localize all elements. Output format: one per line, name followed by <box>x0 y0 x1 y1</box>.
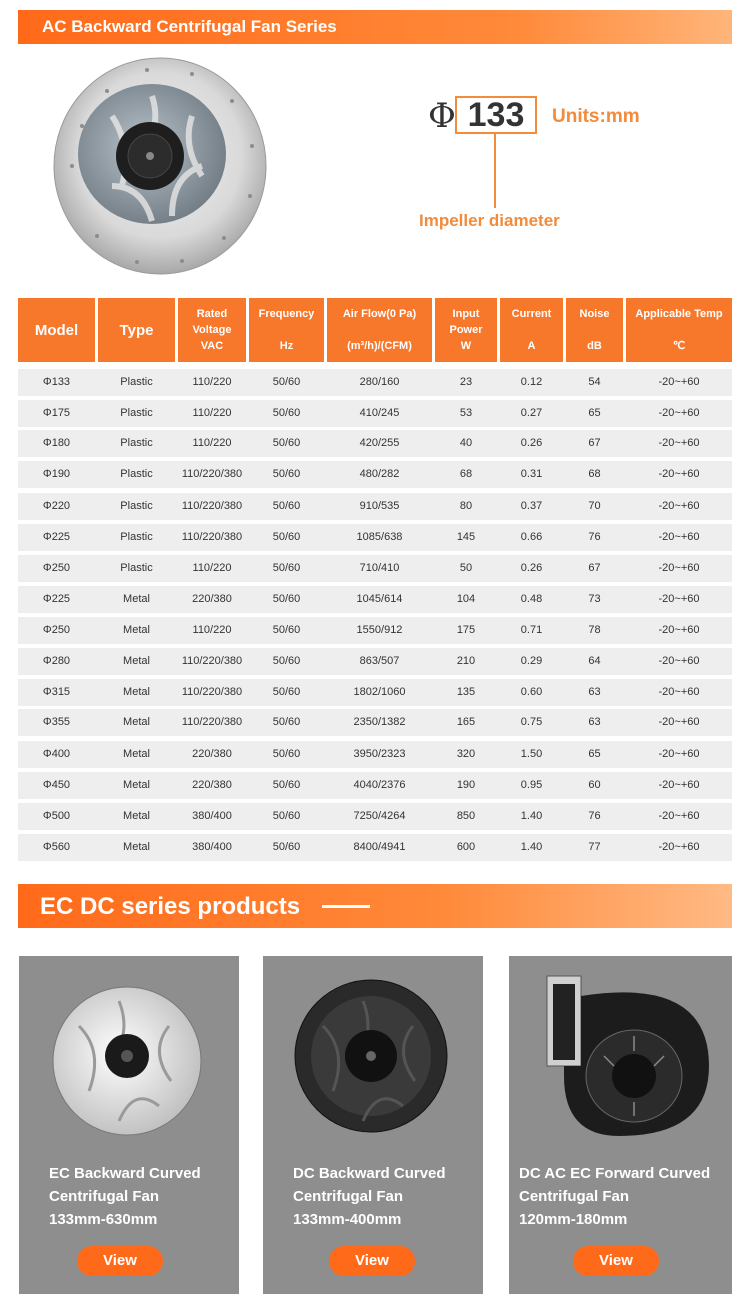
cell-type: Metal <box>123 841 150 853</box>
cell-power: 320 <box>456 748 476 760</box>
cell-frequency: 50/60 <box>272 500 301 512</box>
cell-voltage: 110/220/380 <box>181 531 243 543</box>
cell-noise: 67 <box>588 562 601 574</box>
cell-current: 0.37 <box>520 500 543 512</box>
table-row <box>18 555 732 582</box>
table-row <box>18 369 732 396</box>
header-line: ℃ <box>672 340 686 352</box>
ec-backward-fan-image <box>19 956 239 1146</box>
table-row <box>18 493 732 520</box>
header-type <box>98 298 175 362</box>
callout-line <box>494 134 496 208</box>
header-current <box>500 298 563 362</box>
cell-current: 0.29 <box>520 655 543 667</box>
table-row <box>18 709 732 736</box>
cell-model: Φ560 <box>42 841 71 853</box>
cell-noise: 68 <box>588 468 601 480</box>
product-card-dc-backward[interactable] <box>263 956 483 1294</box>
header-line: A <box>527 340 536 352</box>
cell-model: Φ355 <box>42 716 71 728</box>
cell-voltage: 220/380 <box>192 779 232 791</box>
cell-noise: 64 <box>588 655 601 667</box>
table-row <box>18 400 732 427</box>
cell-type: Plastic <box>120 500 153 512</box>
header-line: Power <box>449 324 483 336</box>
spec-table-header <box>18 298 732 362</box>
header-line <box>259 322 315 338</box>
header-line: Rated <box>196 308 228 320</box>
header-line: Air Flow(0 Pa) <box>342 308 417 320</box>
header-airflow <box>327 298 432 362</box>
cell-power: 40 <box>459 437 473 449</box>
header-line: Type <box>119 321 154 339</box>
cell-temp: -20~+60 <box>658 468 700 480</box>
cell-temp: -20~+60 <box>658 810 700 822</box>
table-row <box>18 834 732 861</box>
cell-model: Φ175 <box>42 407 71 419</box>
cell-airflow: 1045/614 <box>356 593 403 605</box>
phi-symbol: Φ <box>428 96 456 136</box>
cell-airflow: 863/507 <box>359 655 400 667</box>
view-button[interactable]: View <box>77 1246 163 1276</box>
header-line: VAC <box>200 340 224 352</box>
cell-current: 0.75 <box>520 716 543 728</box>
header-frequency <box>249 298 324 362</box>
header-line: dB <box>587 340 602 352</box>
product-card-ec-backward[interactable] <box>19 956 239 1294</box>
cell-frequency: 50/60 <box>272 841 301 853</box>
cell-frequency: 50/60 <box>272 686 301 698</box>
product-name-line: Centrifugal Fan <box>49 1188 160 1205</box>
ec-dc-title: EC DC series products <box>40 893 301 920</box>
cell-type: Plastic <box>120 468 153 480</box>
cell-frequency: 50/60 <box>272 810 301 822</box>
header-model <box>18 298 95 362</box>
cell-model: Φ133 <box>42 376 71 388</box>
cell-frequency: 50/60 <box>272 376 301 388</box>
cell-voltage: 110/220 <box>192 437 232 449</box>
cell-type: Plastic <box>120 531 153 543</box>
product-size-range: 133mm-400mm <box>293 1211 402 1228</box>
header-line: (m³/h)/(CFM) <box>347 340 412 352</box>
cell-noise: 65 <box>588 748 601 760</box>
table-row <box>18 648 732 675</box>
cell-power: 850 <box>456 810 476 822</box>
cell-airflow: 1802/1060 <box>353 686 406 698</box>
cell-noise: 77 <box>588 841 601 853</box>
cell-type: Metal <box>123 686 150 698</box>
table-row <box>18 617 732 644</box>
cell-current: 0.95 <box>520 779 543 791</box>
cell-frequency: 50/60 <box>272 716 301 728</box>
cell-noise: 63 <box>588 686 601 698</box>
cell-current: 0.26 <box>520 437 543 449</box>
header-voltage <box>178 298 246 362</box>
cell-power: 68 <box>459 468 473 480</box>
product-size-range: 120mm-180mm <box>519 1211 628 1228</box>
cell-airflow: 1550/912 <box>356 624 403 636</box>
cell-frequency: 50/60 <box>272 468 301 480</box>
header-line <box>635 322 722 338</box>
view-button[interactable]: View <box>573 1246 659 1276</box>
cell-temp: -20~+60 <box>658 655 700 667</box>
forward-curved-blower-image <box>509 956 732 1146</box>
header-line <box>580 322 610 338</box>
cell-frequency: 50/60 <box>272 562 301 574</box>
cell-voltage: 110/220/380 <box>181 500 243 512</box>
cell-airflow: 420/255 <box>359 437 400 449</box>
cell-type: Metal <box>123 655 150 667</box>
cell-current: 0.27 <box>520 407 543 419</box>
product-name-line: Centrifugal Fan <box>519 1188 630 1205</box>
cell-voltage: 220/380 <box>192 593 232 605</box>
header-line: Frequency <box>258 308 315 320</box>
cell-current: 0.12 <box>520 376 543 388</box>
product-card-forward-curved[interactable] <box>509 956 732 1294</box>
cell-type: Metal <box>123 748 150 760</box>
header-temp <box>626 298 732 362</box>
cell-temp: -20~+60 <box>658 562 700 574</box>
cell-power: 210 <box>456 655 476 667</box>
cell-noise: 65 <box>588 407 601 419</box>
cell-type: Plastic <box>120 376 153 388</box>
cell-temp: -20~+60 <box>658 779 700 791</box>
header-line: Current <box>511 308 552 320</box>
cell-frequency: 50/60 <box>272 748 301 760</box>
cell-power: 80 <box>459 500 473 512</box>
cell-model: Φ225 <box>42 593 71 605</box>
cell-voltage: 380/400 <box>192 841 232 853</box>
cell-current: 1.40 <box>520 841 543 853</box>
cell-airflow: 2350/1382 <box>353 716 406 728</box>
cell-temp: -20~+60 <box>658 686 700 698</box>
cell-model: Φ220 <box>42 500 71 512</box>
cell-voltage: 110/220 <box>192 376 232 388</box>
cell-frequency: 50/60 <box>272 624 301 636</box>
product-size-range: 133mm-630mm <box>49 1211 158 1228</box>
series-header-banner <box>18 10 732 44</box>
cell-model: Φ250 <box>42 562 71 574</box>
cell-noise: 60 <box>588 779 601 791</box>
cell-voltage: 220/380 <box>192 748 232 760</box>
cell-airflow: 910/535 <box>359 500 400 512</box>
table-row <box>18 803 732 830</box>
cell-power: 165 <box>456 716 476 728</box>
header-line <box>512 322 552 338</box>
table-row <box>18 679 732 706</box>
cell-type: Metal <box>123 810 150 822</box>
cell-type: Plastic <box>120 407 153 419</box>
cell-noise: 63 <box>588 716 601 728</box>
units-label: Units:mm <box>552 106 640 127</box>
header-power <box>435 298 497 362</box>
cell-voltage: 110/220/380 <box>181 468 243 480</box>
diameter-value: 133 <box>455 96 537 134</box>
header-line: Applicable Temp <box>635 308 723 320</box>
cell-voltage: 110/220 <box>192 624 232 636</box>
cell-airflow: 8400/4941 <box>353 841 406 853</box>
cell-frequency: 50/60 <box>272 531 301 543</box>
cell-current: 0.60 <box>520 686 543 698</box>
cell-airflow: 4040/2376 <box>353 779 406 791</box>
cell-model: Φ315 <box>42 686 71 698</box>
cell-airflow: 280/160 <box>359 376 400 388</box>
cell-temp: -20~+60 <box>658 376 700 388</box>
table-row <box>18 772 732 799</box>
cell-temp: -20~+60 <box>658 593 700 605</box>
header-line: Model <box>34 321 79 339</box>
cell-current: 0.31 <box>520 468 543 480</box>
cell-airflow: 1085/638 <box>356 531 403 543</box>
product-name-line: DC Backward Curved <box>293 1165 446 1182</box>
cell-power: 104 <box>456 593 476 605</box>
cell-model: Φ280 <box>42 655 71 667</box>
cell-temp: -20~+60 <box>658 407 700 419</box>
cell-temp: -20~+60 <box>658 748 700 760</box>
cell-type: Metal <box>123 593 150 605</box>
product-name <box>293 1162 493 1231</box>
cell-model: Φ250 <box>42 624 71 636</box>
product-name <box>519 1162 729 1231</box>
cell-type: Plastic <box>120 562 153 574</box>
cell-current: 0.26 <box>520 562 543 574</box>
header-line: W <box>460 340 472 352</box>
cell-model: Φ190 <box>42 468 71 480</box>
cell-frequency: 50/60 <box>272 407 301 419</box>
cell-model: Φ400 <box>42 748 71 760</box>
cell-model: Φ225 <box>42 531 71 543</box>
cell-noise: 73 <box>588 593 601 605</box>
cell-model: Φ180 <box>42 437 71 449</box>
cell-model: Φ500 <box>42 810 71 822</box>
cell-temp: -20~+60 <box>658 437 700 449</box>
cell-noise: 70 <box>588 500 601 512</box>
cell-noise: 76 <box>588 531 601 543</box>
cell-power: 600 <box>456 841 476 853</box>
cell-current: 1.40 <box>520 810 543 822</box>
cell-voltage: 380/400 <box>192 810 232 822</box>
cell-model: Φ450 <box>42 779 71 791</box>
cell-current: 1.50 <box>520 748 543 760</box>
cell-power: 175 <box>456 624 476 636</box>
product-name-line: DC AC EC Forward Curved <box>519 1165 711 1182</box>
cell-airflow: 3950/2323 <box>353 748 406 760</box>
cell-frequency: 50/60 <box>272 779 301 791</box>
cell-voltage: 110/220 <box>192 407 232 419</box>
header-line: Hz <box>279 340 294 352</box>
cell-airflow: 410/245 <box>359 407 400 419</box>
cell-power: 50 <box>459 562 473 574</box>
product-name-line: Centrifugal Fan <box>293 1188 404 1205</box>
cell-noise: 78 <box>588 624 601 636</box>
table-row <box>18 586 732 613</box>
table-row <box>18 430 732 457</box>
cell-airflow: 480/282 <box>359 468 400 480</box>
impeller-diameter-label: Impeller diameter <box>419 211 560 230</box>
header-line: Voltage <box>192 324 232 336</box>
cell-temp: -20~+60 <box>658 500 700 512</box>
cell-type: Metal <box>123 779 150 791</box>
header-line: Input <box>452 308 480 320</box>
cell-noise: 54 <box>588 376 601 388</box>
series-title: AC Backward Centrifugal Fan Series <box>42 17 337 36</box>
cell-noise: 67 <box>588 437 601 449</box>
view-button[interactable]: View <box>329 1246 415 1276</box>
header-line <box>343 322 416 338</box>
cell-temp: -20~+60 <box>658 716 700 728</box>
cell-noise: 76 <box>588 810 601 822</box>
header-noise <box>566 298 623 362</box>
cell-type: Metal <box>123 624 150 636</box>
dc-backward-fan-image <box>263 956 483 1146</box>
table-row <box>18 741 732 768</box>
cell-current: 0.66 <box>520 531 543 543</box>
table-row <box>18 461 732 488</box>
cell-voltage: 110/220/380 <box>181 686 243 698</box>
cell-power: 190 <box>456 779 476 791</box>
cell-power: 135 <box>456 686 476 698</box>
cell-temp: -20~+60 <box>658 841 700 853</box>
cell-current: 0.71 <box>520 624 543 636</box>
cell-airflow: 710/410 <box>359 562 400 574</box>
ec-dc-banner <box>18 884 732 928</box>
cell-voltage: 110/220 <box>192 562 232 574</box>
table-row <box>18 524 732 551</box>
title-dash <box>322 905 370 908</box>
fan-product-image <box>52 56 268 276</box>
cell-airflow: 7250/4264 <box>353 810 406 822</box>
product-name <box>49 1162 249 1231</box>
cell-current: 0.48 <box>520 593 543 605</box>
cell-type: Plastic <box>120 437 153 449</box>
cell-frequency: 50/60 <box>272 593 301 605</box>
cell-frequency: 50/60 <box>272 437 301 449</box>
cell-power: 145 <box>456 531 476 543</box>
cell-power: 53 <box>459 407 473 419</box>
cell-frequency: 50/60 <box>272 655 301 667</box>
cell-temp: -20~+60 <box>658 531 700 543</box>
cell-type: Metal <box>123 716 150 728</box>
product-name-line: EC Backward Curved <box>49 1165 201 1182</box>
header-line: Noise <box>579 308 610 320</box>
cell-voltage: 110/220/380 <box>181 716 243 728</box>
cell-temp: -20~+60 <box>658 624 700 636</box>
cell-power: 23 <box>459 376 473 388</box>
cell-voltage: 110/220/380 <box>181 655 243 667</box>
